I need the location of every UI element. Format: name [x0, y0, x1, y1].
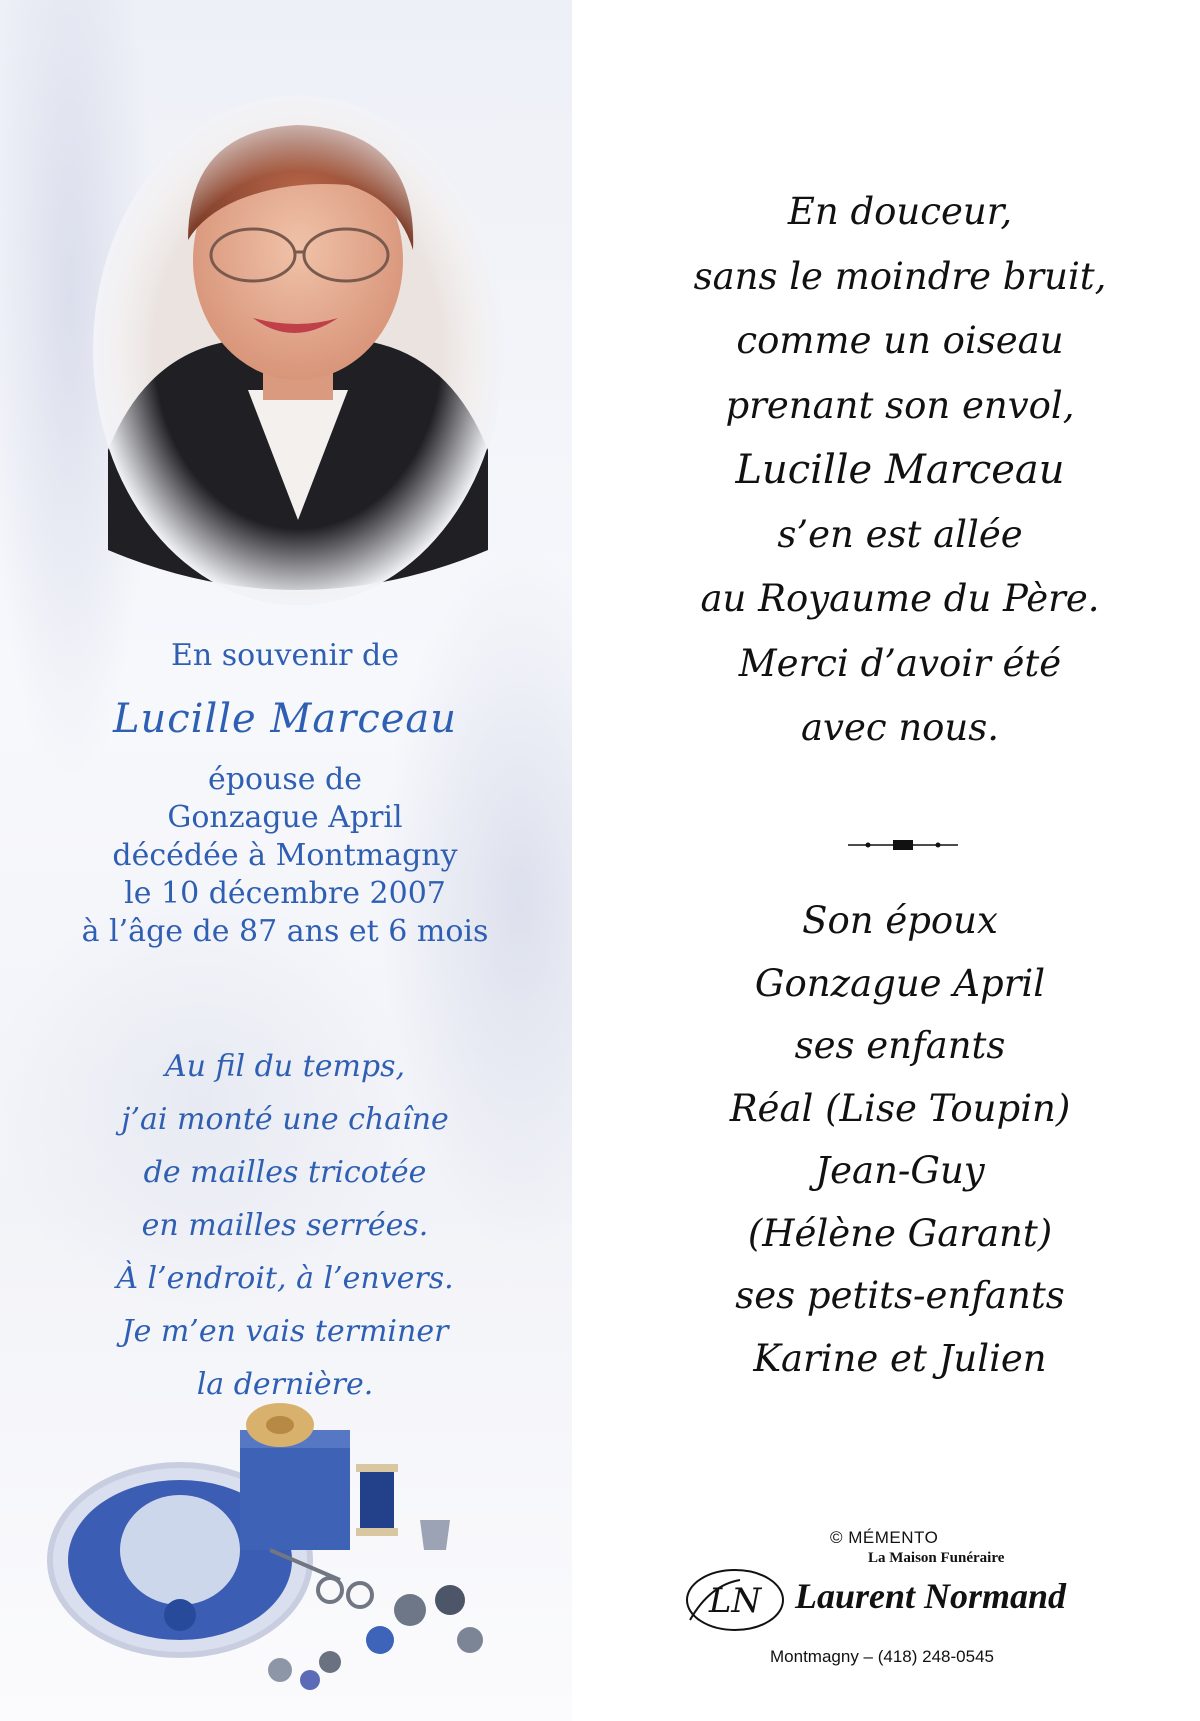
death-place: décédée à Montmagny [112, 838, 458, 873]
poem-line: sans le moindre bruit, [693, 254, 1107, 298]
left-panel [0, 0, 572, 1721]
funeral-home-name: Laurent Normand [795, 1576, 1067, 1616]
poem-line: Merci d’avoir été [738, 641, 1062, 685]
divider-ornament [848, 838, 958, 852]
family-line: Karine et Julien [753, 1336, 1047, 1380]
sewing-kit-illustration [30, 1400, 550, 1700]
death-date: le 10 décembre 2007 [124, 876, 446, 911]
portrait-photo [88, 90, 508, 610]
family-line: Jean-Guy [815, 1149, 985, 1192]
poem-line: prenant son envol, [725, 383, 1075, 427]
svg-text:LN: LN [708, 1581, 762, 1621]
in-memory-label: En souvenir de [171, 638, 399, 673]
family-line: ses enfants [794, 1024, 1006, 1067]
poem-line: j’ai monté une chaîne [121, 1102, 449, 1137]
family-line: Gonzague April [754, 961, 1046, 1005]
funeral-home-contact: Montmagny – (418) 248-0545 [770, 1647, 994, 1666]
copyright-memento: © MÉMENTO [830, 1528, 939, 1547]
family-line: ses petits-enfants [735, 1274, 1065, 1317]
poem-line: Je m’en vais terminer [121, 1314, 449, 1349]
poem-line: avec nous. [800, 706, 1000, 749]
funeral-home-logo-icon [680, 1565, 790, 1635]
poem-line: de mailles tricotée [143, 1155, 427, 1190]
right-poem [600, 180, 1200, 761]
family-line: Son époux [802, 899, 998, 942]
poem-name-line: Lucille Marceau [735, 447, 1065, 493]
poem-line: en mailles serrées. [141, 1208, 429, 1243]
age-at-death: à l’âge de 87 ans et 6 mois [81, 914, 489, 949]
family-line: Réal (Lise Toupin) [729, 1086, 1071, 1130]
deceased-name: Lucille Marceau [112, 696, 458, 742]
spouse-label: épouse de [208, 762, 362, 797]
poem-line: Au fil du temps, [164, 1049, 406, 1084]
poem-line: au Royaume du Père. [700, 577, 1100, 620]
poem-line: En douceur, [787, 190, 1013, 233]
poem-line: la dernière. [196, 1367, 374, 1402]
funeral-home-label: La Maison Funéraire [868, 1550, 1005, 1566]
family-line: (Hélène Garant) [747, 1211, 1053, 1255]
poem-line: À l’endroit, à l’envers. [116, 1261, 454, 1296]
spouse-name: Gonzague April [167, 800, 403, 835]
poem-line: s’en est allée [777, 512, 1023, 556]
left-poem [60, 1040, 510, 1411]
poem-line: comme un oiseau [736, 319, 1064, 362]
family-list [600, 890, 1200, 1390]
